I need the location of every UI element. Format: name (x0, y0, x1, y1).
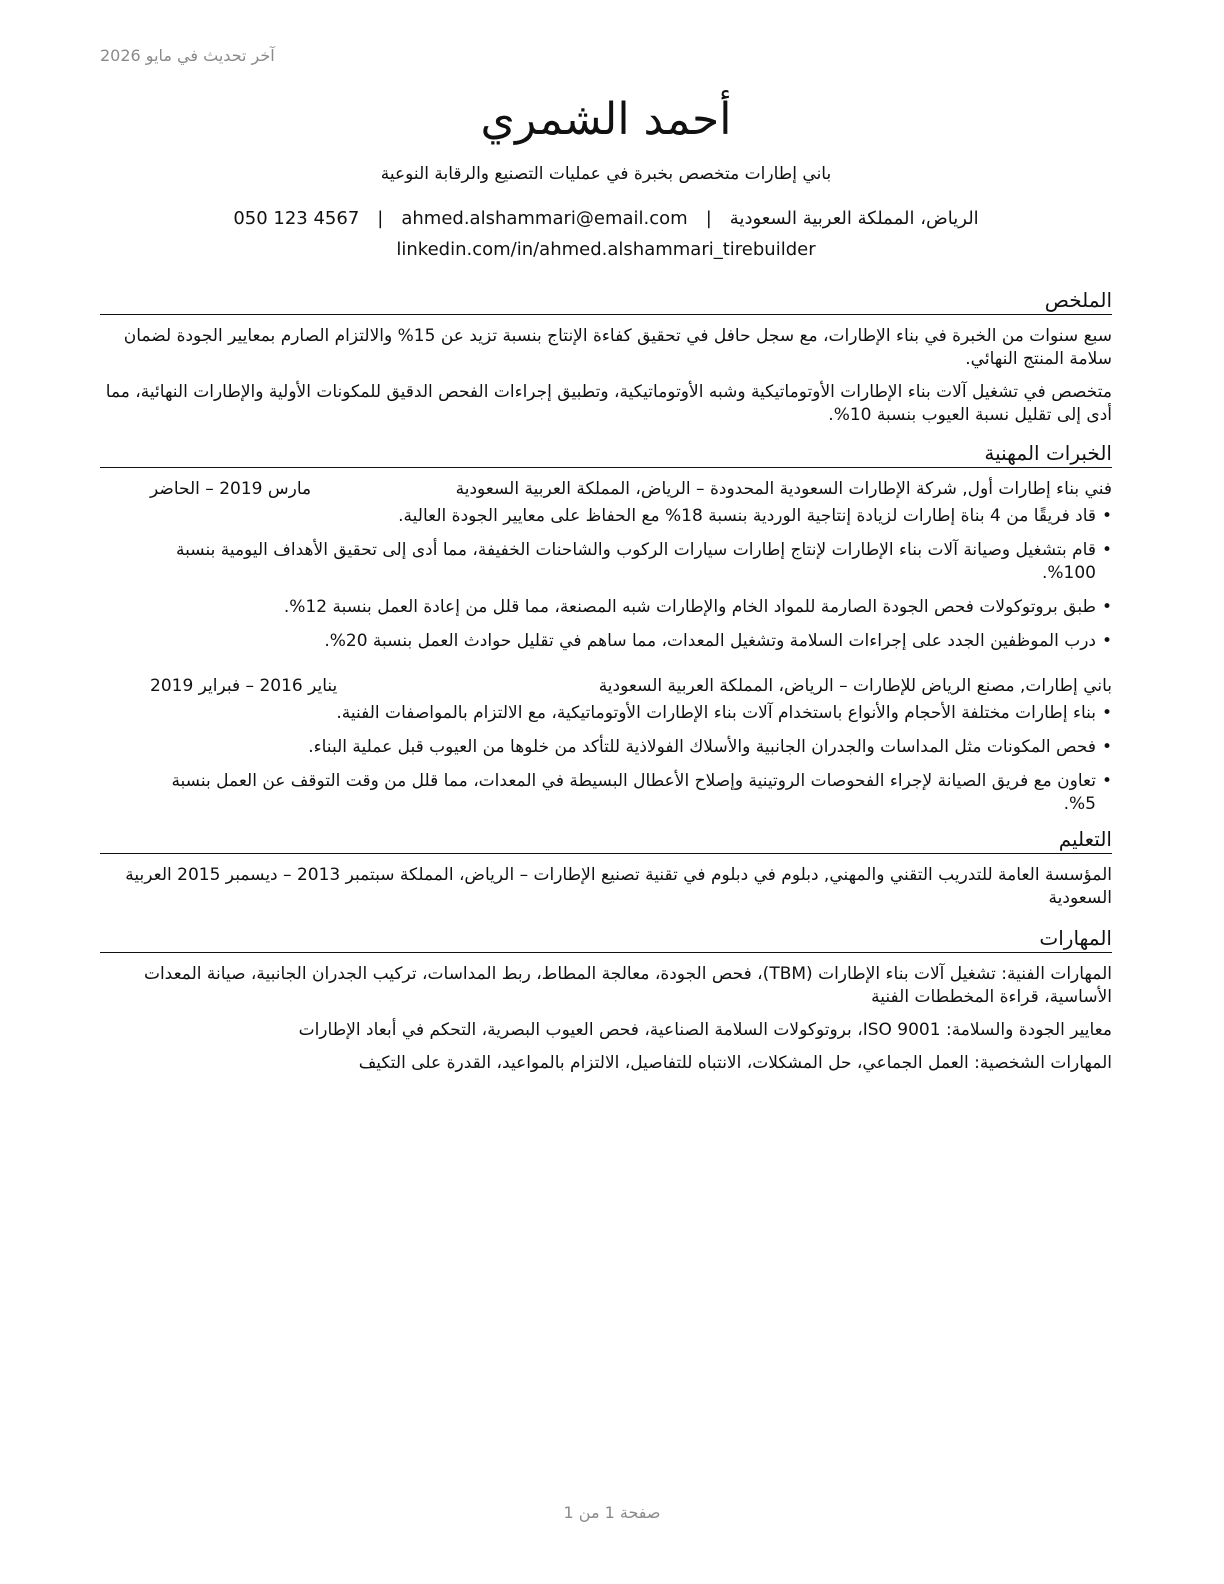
skill-line: المهارات الفنية: تشغيل آلات بناء الإطارات (TBM)، فحص الجودة، معالجة المطاط، ربط المداسات، تركيب الجدران الجانبية، صيانة المعدات الأساسية، قراءة المخططات الفنية (143, 964, 1112, 1007)
job-header (100, 675, 1112, 698)
job-bullet: • بناء إطارات مختلفة الأحجام والأنواع باستخدام آلات بناء الإطارات الأوتوماتيكية، مع الالتزام بالمواصفات الفنية. (136, 702, 1112, 725)
summary-paragraph: سبع سنوات من الخبرة في بناء الإطارات، مع سجل حافل في تحقيق كفاءة الإنتاج بنسبة تزيد عن 15% والالتزام الصارم بمعايير الجودة لضمان سلامة المنتج النهائي. (123, 326, 1112, 369)
headline: باني إطارات متخصص بخبرة في عمليات التصنيع والرقابة النوعية (380, 164, 832, 184)
page-number: صفحة 1 من 1 (563, 1503, 661, 1522)
job-header (100, 478, 1112, 501)
summary-paragraph: متخصص في تشغيل آلات بناء الإطارات الأوتوماتيكية وشبه الأوتوماتيكية، وتطبيق إجراءات الفحص الدقيق للمكونات الأولية والإطارات النهائية، مما أدى إلى تقليل نسبة العيوب بنسبة 10%. (105, 382, 1112, 425)
education-entry: المؤسسة العامة للتدريب التقني والمهني, دبلوم في دبلوم في تقنية تصنيع الإطارات – الرياض، المملكة سبتمبر 2013 – ديسمبر 2015 العربية السعودية (125, 865, 1112, 908)
skill-line: المهارات الشخصية: العمل الجماعي، حل المشكلات، الانتباه للتفاصيل، الالتزام بالمواعيد، القدرة على التكيف (358, 1053, 1112, 1073)
skill-line: معايير الجودة والسلامة: ISO 9001، بروتوكولات السلامة الصناعية، فحص العيوب البصرية، التحكم في أبعاد الإطارات (298, 1020, 1112, 1040)
job-location (337, 675, 598, 698)
contact-separator: | (377, 208, 384, 229)
candidate-name: أحمد الشمري (480, 94, 732, 145)
section-title-skills: المهارات (100, 926, 1112, 953)
job-title: فني بناء إطارات أول, شركة الإطارات السعودية المحدودة – الرياض، المملكة العربية السعودية (455, 479, 1112, 499)
job-bullet: • قاد فريقًا من 4 بناة إطارات لزيادة إنتاجية الوردية بنسبة 18% مع الحفاظ على معايير الجودة العالية. (136, 505, 1112, 528)
contact-phone[interactable]: 050 123 4567 (233, 208, 360, 229)
contact-separator: | (705, 208, 712, 229)
job-bullet: • درب الموظفين الجدد على إجراءات السلامة وتشغيل المعدات، مما ساهم في تقليل حوادث العمل بنسبة 20%. (136, 630, 1112, 653)
job-bullet: • قام بتشغيل وصيانة آلات بناء الإطارات لإنتاج إطارات سيارات الركوب والشاحنات الخفيفة، مما أدى إلى تحقيق الأهداف اليومية بنسبة 100%. (136, 539, 1112, 585)
job-title: باني إطارات, مصنع الرياض للإطارات – الرياض، المملكة العربية السعودية (598, 676, 1112, 696)
job-dates: يناير 2016 – فبراير 2019 (150, 676, 338, 696)
job-bullet: • تعاون مع فريق الصيانة لإجراء الفحوصات الروتينية وإصلاح الأعطال البسيطة في المعدات، مما قلل من وقت التوقف عن العمل بنسبة 5%. (136, 770, 1112, 816)
section-title-summary: الملخص (100, 288, 1112, 315)
job-bullet: • طبق بروتوكولات فحص الجودة الصارمة للمواد الخام والإطارات شبه المصنعة، مما قلل من إعادة العمل بنسبة 12%. (136, 596, 1112, 619)
job-bullets (100, 505, 1112, 653)
job-entry (100, 478, 1112, 653)
job-dates: مارس 2019 – الحاضر (150, 479, 312, 499)
job-entry (100, 675, 1112, 816)
job-bullet: • فحص المكونات مثل المداسات والجدران الجانبية والأسلاك الفولاذية للتأكد من خلوها من العيوب قبل عملية البناء. (136, 736, 1112, 759)
contact-linkedin[interactable]: linkedin.com/in/ahmed.alshammari_tirebuilder (396, 239, 816, 260)
section-title-education: التعليم (100, 827, 1112, 854)
job-location (311, 478, 455, 501)
last-updated: آخر تحديث في مايو 2026 (100, 46, 275, 65)
section-title-experience: الخبرات المهنية (100, 441, 1112, 468)
job-bullets (100, 702, 1112, 816)
contact-line (100, 208, 1112, 229)
contact-location: الرياض، المملكة العربية السعودية (729, 208, 979, 229)
resume-content (100, 90, 1112, 1085)
contact-email[interactable]: ahmed.alshammari@email.com (401, 208, 688, 229)
